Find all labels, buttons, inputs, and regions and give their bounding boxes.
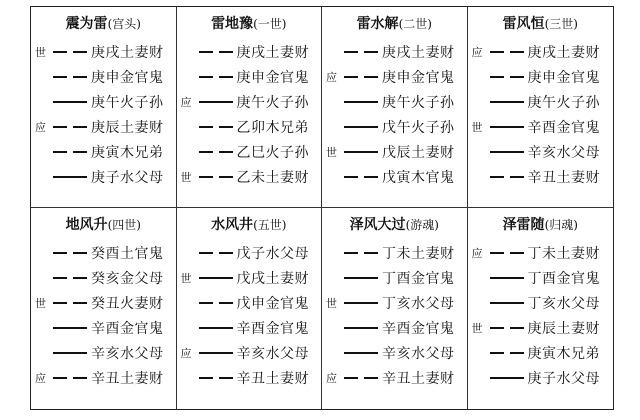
yao-row: [472, 240, 610, 265]
hexagram-subtitle: (宫头): [107, 17, 141, 31]
shi-ying-marker: 世: [471, 321, 483, 335]
yao-label: 癸酉土官鬼: [91, 245, 164, 262]
hexagram-subtitle: (四世): [107, 218, 141, 232]
yao-label: 丁未土妻财: [382, 245, 455, 262]
yao-row: [472, 164, 610, 189]
yao-label: 庚子水父母: [91, 169, 164, 186]
yao-label: 辛酉金官鬼: [382, 320, 455, 337]
hexagram-cell: [31, 7, 177, 208]
yao-line-icon: [488, 348, 526, 358]
yao-row: [35, 89, 172, 114]
yao-label: 庚戌土妻财: [236, 44, 309, 61]
shi-ying-marker: 应: [326, 70, 337, 84]
hexagram-cell: [322, 7, 468, 208]
hexagram-cell: [322, 208, 468, 409]
yao-label: 庚午火子孙: [91, 94, 164, 111]
yao-line-icon: [51, 373, 89, 383]
yao-row: [181, 315, 318, 340]
yao-row: [181, 89, 318, 114]
yao-row: [35, 365, 172, 390]
yao-row: [472, 39, 610, 64]
yao-line-icon: [488, 47, 526, 57]
shi-ying-marker: 世: [471, 120, 483, 134]
yao-line-icon: [197, 172, 235, 182]
hexagram-cell: [177, 208, 323, 409]
yao-row: [181, 240, 318, 265]
yao-label: 辛亥水父母: [382, 345, 455, 362]
yao-label: 丁亥水父母: [382, 295, 455, 312]
yao-line-icon: [197, 273, 235, 283]
yao-label: 辛酉金官鬼: [91, 320, 164, 337]
yao-row: [326, 265, 463, 290]
yao-row: [326, 164, 463, 189]
yao-label: 癸亥金父母: [91, 270, 164, 287]
yao-row: [181, 39, 318, 64]
shi-ying-marker: 世: [180, 170, 192, 184]
yao-line-icon: [51, 323, 89, 333]
yao-row: [35, 240, 172, 265]
yao-label: 丁酉金官鬼: [527, 270, 600, 287]
shi-ying-marker: 世: [326, 145, 337, 159]
yao-row: [326, 64, 463, 89]
yao-row: [326, 240, 463, 265]
yao-label: 庚寅木兄弟: [527, 345, 600, 362]
yao-label: 庚午火子孙: [527, 94, 600, 111]
yao-line-icon: [488, 72, 526, 82]
yao-row: [181, 340, 318, 365]
hexagram-subtitle: (游魂): [405, 218, 439, 232]
hexagram-title: 雷地豫(一世): [211, 16, 287, 32]
hexagram-cell: [177, 7, 323, 208]
shi-ying-marker: 应: [35, 371, 46, 385]
shi-ying-marker: 世: [35, 296, 46, 310]
yao-line-icon: [197, 373, 235, 383]
yao-row: [472, 265, 610, 290]
yao-label: 庚午火子孙: [382, 94, 455, 111]
yao-row: [35, 290, 172, 315]
shi-ying-marker: 世: [35, 45, 46, 59]
yao-row: [472, 114, 610, 139]
yao-label: 戊申金官鬼: [236, 295, 309, 312]
yao-row: [181, 139, 318, 164]
hexagram-subtitle: (归魂): [544, 218, 578, 232]
yao-line-icon: [197, 323, 235, 333]
yao-row: [326, 114, 463, 139]
yao-line-icon: [197, 47, 235, 57]
shi-ying-marker: 应: [180, 346, 192, 360]
yao-row: [326, 39, 463, 64]
shi-ying-marker: 世: [180, 271, 192, 285]
yao-line-icon: [342, 172, 380, 182]
yao-label: 庚申金官鬼: [527, 69, 600, 86]
yao-label: 庚辰土妻财: [527, 320, 600, 337]
yao-line-icon: [197, 298, 235, 308]
yao-label: 戊午火子孙: [382, 119, 455, 136]
yao-row: [181, 164, 318, 189]
shi-ying-marker: 应: [326, 371, 337, 385]
yao-row: [35, 139, 172, 164]
yao-line-icon: [488, 298, 526, 308]
yao-line-icon: [197, 97, 235, 107]
yao-label: 乙巳火子孙: [236, 144, 309, 161]
hexagram-title: 雷风恒(三世): [502, 16, 578, 32]
yao-line-icon: [51, 172, 89, 182]
shi-ying-marker: 应: [180, 95, 192, 109]
yao-label: 丁未土妻财: [527, 245, 600, 262]
yao-label: 辛丑土妻财: [236, 370, 309, 387]
yao-line-icon: [197, 122, 235, 132]
yao-label: 庚戌土妻财: [91, 44, 164, 61]
yao-line-icon: [51, 348, 89, 358]
yao-row: [472, 340, 610, 365]
yao-line-icon: [51, 47, 89, 57]
yao-label: 戊戌土妻财: [236, 270, 309, 287]
hexagram-cell: [468, 7, 614, 208]
yao-row: [35, 39, 172, 64]
yao-row: [35, 64, 172, 89]
yao-label: 辛亥水父母: [527, 144, 600, 161]
yao-row: [181, 365, 318, 390]
yao-label: 辛丑土妻财: [527, 169, 600, 186]
yao-line-icon: [488, 248, 526, 258]
hexagram-title: 雷水解(二世): [356, 16, 432, 32]
yao-label: 庚辰土妻财: [91, 119, 164, 136]
yao-line-icon: [342, 47, 380, 57]
hexagram-cell: [31, 208, 177, 409]
yao-label: 癸丑火妻财: [91, 295, 164, 312]
yao-row: [35, 164, 172, 189]
hexagram-title: 震为雷(宫头): [65, 16, 141, 32]
yao-line-icon: [51, 273, 89, 283]
yao-label: 庚午火子孙: [236, 94, 309, 111]
yao-line-icon: [342, 348, 380, 358]
shi-ying-marker: 世: [326, 296, 337, 310]
yao-row: [472, 290, 610, 315]
yao-row: [326, 290, 463, 315]
yao-row: [181, 290, 318, 315]
yao-label: 辛酉金官鬼: [527, 119, 600, 136]
yao-line-icon: [342, 323, 380, 333]
shi-ying-marker: 应: [35, 120, 46, 134]
yao-line-icon: [51, 298, 89, 308]
yao-label: 庚申金官鬼: [382, 69, 455, 86]
yao-row: [472, 64, 610, 89]
yao-line-icon: [51, 122, 89, 132]
yao-line-icon: [488, 323, 526, 333]
yao-row: [35, 114, 172, 139]
yao-label: 庚寅木兄弟: [91, 144, 164, 161]
yao-line-icon: [342, 122, 380, 132]
yao-line-icon: [342, 298, 380, 308]
yao-row: [326, 89, 463, 114]
yao-label: 庚戌土妻财: [382, 44, 455, 61]
yao-label: 戊子水父母: [236, 245, 309, 262]
yao-label: 辛亥水父母: [236, 345, 309, 362]
hexagram-subtitle: (三世): [544, 17, 578, 31]
yao-label: 辛酉金官鬼: [236, 320, 309, 337]
hexagram-subtitle: (五世): [253, 218, 287, 232]
yao-line-icon: [51, 248, 89, 258]
yao-row: [181, 265, 318, 290]
hexagram-subtitle: (一世): [253, 17, 287, 31]
yao-row: [472, 365, 610, 390]
hexagram-cell: [468, 208, 614, 409]
yao-label: 戊寅木官鬼: [382, 169, 455, 186]
yao-row: [472, 139, 610, 164]
yao-line-icon: [197, 348, 235, 358]
yao-row: [326, 315, 463, 340]
yao-line-icon: [51, 147, 89, 157]
yao-row: [181, 64, 318, 89]
hexagram-subtitle: (二世): [398, 17, 432, 31]
yao-line-icon: [342, 248, 380, 258]
yao-label: 庚申金官鬼: [91, 69, 164, 86]
shi-ying-marker: 应: [471, 246, 483, 260]
hexagram-table: [30, 6, 614, 410]
yao-row: [35, 265, 172, 290]
yao-line-icon: [342, 97, 380, 107]
yao-row: [472, 89, 610, 114]
yao-line-icon: [342, 72, 380, 82]
yao-label: 丁亥水父母: [527, 295, 600, 312]
yao-row: [181, 114, 318, 139]
yao-row: [326, 365, 463, 390]
yao-line-icon: [488, 97, 526, 107]
yao-line-icon: [51, 72, 89, 82]
yao-label: 庚子水父母: [527, 370, 600, 387]
yao-line-icon: [342, 147, 380, 157]
yao-row: [472, 315, 610, 340]
yao-line-icon: [488, 373, 526, 383]
yao-label: 辛丑土妻财: [91, 370, 164, 387]
hexagram-title: 水风井(五世): [211, 217, 287, 233]
yao-line-icon: [342, 373, 380, 383]
yao-line-icon: [51, 97, 89, 107]
yao-label: 庚戌土妻财: [527, 44, 600, 61]
yao-line-icon: [197, 248, 235, 258]
yao-row: [35, 315, 172, 340]
yao-label: 乙未土妻财: [236, 169, 309, 186]
yao-line-icon: [342, 273, 380, 283]
yao-label: 戊辰土妻财: [382, 144, 455, 161]
hexagram-title: 泽风大过(游魂): [349, 217, 439, 233]
yao-row: [326, 340, 463, 365]
yao-line-icon: [488, 172, 526, 182]
yao-row: [35, 340, 172, 365]
shi-ying-marker: 应: [471, 45, 483, 59]
yao-line-icon: [488, 273, 526, 283]
hexagram-title: 泽雷随(归魂): [502, 217, 578, 233]
yao-line-icon: [488, 122, 526, 132]
yao-line-icon: [488, 147, 526, 157]
yao-row: [326, 139, 463, 164]
hexagram-title: 地风升(四世): [65, 217, 141, 233]
yao-label: 辛丑土妻财: [382, 370, 455, 387]
yao-label: 庚申金官鬼: [236, 69, 309, 86]
yao-line-icon: [197, 147, 235, 157]
yao-label: 辛亥水父母: [91, 345, 164, 362]
yao-line-icon: [197, 72, 235, 82]
yao-label: 乙卯木兄弟: [236, 119, 309, 136]
yao-label: 丁酉金官鬼: [382, 270, 455, 287]
